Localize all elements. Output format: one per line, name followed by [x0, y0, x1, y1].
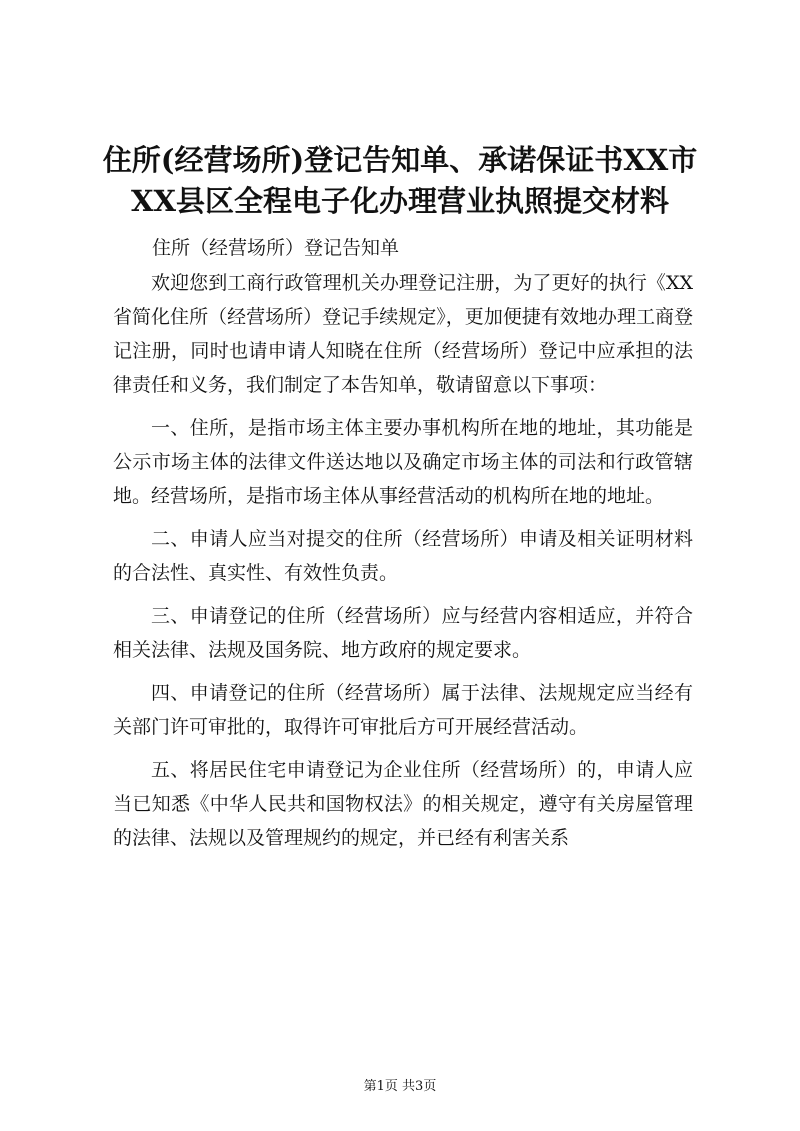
document-body [113, 266, 693, 864]
page-number-footer: 第1页 共3页 [363, 1079, 437, 1094]
section-subtitle: 住所（经营场所）登记告知单 [152, 237, 400, 259]
paragraph-item-2: 二、申请人应当对提交的住所（经营场所）申请及相关证明材料的合法性、真实性、有效性负责。 [113, 528, 693, 584]
paragraph-intro: 欢迎您到工商行政管理机关办理登记注册，为了更好的执行《XX省简化住所（经营场所）登记手续规定》，更加便捷有效地办理工商登记注册，同时也请申请人知晓在住所（经营场所）登记中应承担的法律责任和义务，我们制定了本告知单，敬请留意以下事项： [113, 272, 693, 396]
paragraph-item-4: 四、申请登记的住所（经营场所）属于法律、法规规定应当经有关部门许可审批的，取得许可审批后方可开展经营活动。 [113, 682, 693, 738]
paragraph-item-3: 三、申请登记的住所（经营场所）应与经营内容相适应，并符合相关法律、法规及国务院、地方政府的规定要求。 [113, 605, 693, 661]
paragraph-item-5: 五、将居民住宅申请登记为企业住所（经营场所）的，申请人应当已知悉《中华人民共和国物权法》的相关规定，遵守有关房屋管理的法律、法规以及管理规约的规定，并已经有利害关系 [113, 759, 693, 849]
document-title: 住所(经营场所)登记告知单、承诺保证书XX市XX县区全程电子化办理营业执照提交材料 [102, 143, 698, 218]
paragraph-item-1: 一、住所，是指市场主体主要办事机构所在地的地址，其功能是公示市场主体的法律文件送达地以及确定市场主体的司法和行政管辖地。经营场所，是指市场主体从事经营活动的机构所在地的地址。 [113, 417, 693, 507]
